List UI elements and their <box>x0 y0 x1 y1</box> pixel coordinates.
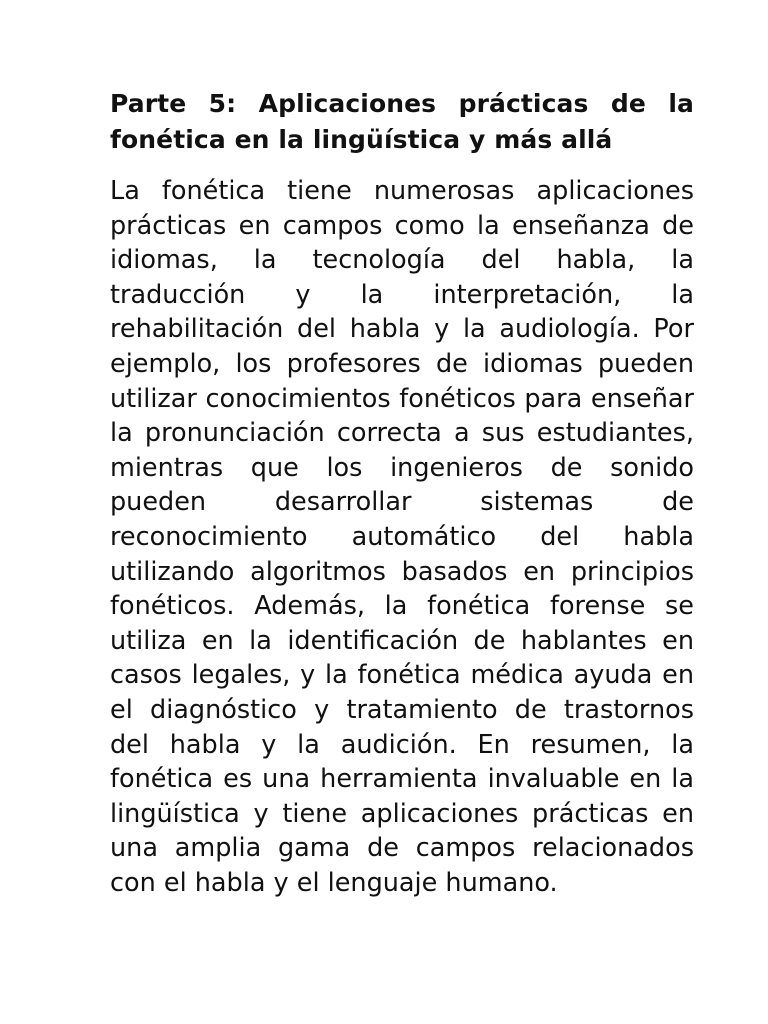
document-page <box>110 86 694 900</box>
body-paragraph: La fonética tiene numerosas aplicaciones prácticas en campos como la enseñanza de idiomas, la tecnología del habla, la traducción y la interpretación, la rehabilitación del habla y la audiología. Por ejemplo, los profesores de idiomas pueden utilizar conocimientos fonéticos para enseñar la pronunciación correcta a sus estudiantes, mientras que los ingenieros de sonido pueden desarrollar sistemas de reconocimiento automático del habla utilizando algoritmos basados en principios fonéticos. Además, la fonética forense se utiliza en la identificación de hablantes en casos legales, y la fonética médica ayuda en el diagnóstico y tratamiento de trastornos del habla y la audición. En resumen, la fonética es una herramienta invaluable en la lingüística y tiene aplicaciones prácticas en una amplia gama de campos relacionados con el habla y el lenguaje humano. <box>110 176 694 898</box>
section-title: Parte 5: Aplicaciones prácticas de la fonética en la lingüística y más allá <box>110 89 694 154</box>
